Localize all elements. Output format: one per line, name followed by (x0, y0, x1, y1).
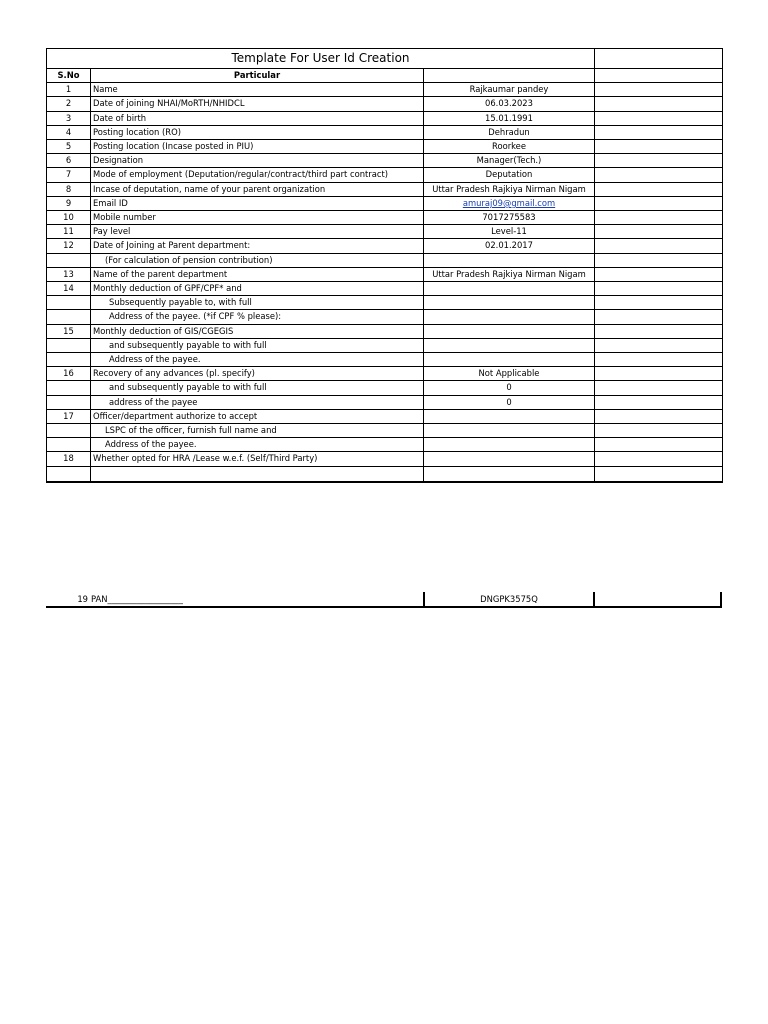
table-row (47, 310, 723, 324)
row-number (47, 381, 91, 395)
row-label: Date of Joining at Parent department: (91, 239, 424, 253)
row-label: Recovery of any advances (pl. specify) (91, 367, 424, 381)
user-id-form (46, 48, 722, 483)
row-label: Address of the payee. (*if CPF % please): (91, 310, 424, 324)
row-value: 15.01.1991 (424, 111, 595, 125)
row-extra-cell (595, 353, 723, 367)
row-extra-cell (595, 154, 723, 168)
row-label: and subsequently payable to with full (91, 338, 424, 352)
row-label: Mode of employment (Deputation/regular/contract/third part contract) (91, 168, 424, 182)
form-title: Template For User Id Creation (47, 49, 595, 69)
table-row (47, 282, 723, 296)
row-label: LSPC of the officer, furnish full name and (91, 424, 424, 438)
row-value (424, 253, 595, 267)
row-label: Designation (91, 154, 424, 168)
title-blank-cell (595, 49, 723, 69)
row-value: 0 (424, 395, 595, 409)
row-label: Date of birth (91, 111, 424, 125)
row-number (47, 353, 91, 367)
row-extra-cell (595, 125, 723, 139)
table-row (47, 196, 723, 210)
row-extra-cell (595, 225, 723, 239)
sno-header: S.No (47, 69, 91, 83)
row-label: Name of the parent department (91, 267, 424, 281)
row-extra-cell (595, 111, 723, 125)
row-extra-cell (595, 324, 723, 338)
pan-number: 19 (77, 594, 88, 604)
row-number (47, 438, 91, 452)
table-row (47, 253, 723, 267)
row-number: 5 (47, 140, 91, 154)
row-number (47, 424, 91, 438)
pan-divider-1 (423, 592, 425, 606)
row-value (424, 438, 595, 452)
pan-value: DNGPK3575Q (480, 594, 538, 604)
row-value: Not Applicable (424, 367, 595, 381)
table-row (47, 367, 723, 381)
row-number: 3 (47, 111, 91, 125)
row-number: 8 (47, 182, 91, 196)
table-row (47, 225, 723, 239)
table-row (47, 452, 723, 466)
particular-header: Particular (91, 69, 424, 83)
row-label: Monthly deduction of GPF/CPF* and (91, 282, 424, 296)
row-value (424, 310, 595, 324)
row-value (424, 424, 595, 438)
pan-divider-3 (720, 592, 722, 606)
row-extra-cell (595, 168, 723, 182)
row-label: Officer/department authorize to accept (91, 409, 424, 423)
row-extra-cell (595, 253, 723, 267)
row-extra-cell (595, 424, 723, 438)
row-label: Whether opted for HRA /Lease w.e.f. (Self/Third Party) (91, 452, 424, 466)
row-extra-cell (595, 381, 723, 395)
row-number: 16 (47, 367, 91, 381)
empty-cell (595, 466, 723, 482)
row-extra-cell (595, 282, 723, 296)
row-label: address of the payee (91, 395, 424, 409)
pan-divider-2 (593, 592, 595, 606)
row-number: 11 (47, 225, 91, 239)
row-extra-cell (595, 83, 723, 97)
row-number: 2 (47, 97, 91, 111)
row-extra-cell (595, 211, 723, 225)
row-extra-cell (595, 296, 723, 310)
row-value: Deputation (424, 168, 595, 182)
row-label: Posting location (RO) (91, 125, 424, 139)
row-value (424, 324, 595, 338)
row-number: 13 (47, 267, 91, 281)
table-row (47, 296, 723, 310)
row-value: 0 (424, 381, 595, 395)
row-value: Rajkaumar pandey (424, 83, 595, 97)
row-number: 15 (47, 324, 91, 338)
row-value: Roorkee (424, 140, 595, 154)
row-number (47, 338, 91, 352)
row-extra-cell (595, 395, 723, 409)
row-value (424, 353, 595, 367)
empty-row (47, 466, 723, 482)
table-row (47, 438, 723, 452)
table-row (47, 409, 723, 423)
table-row (47, 395, 723, 409)
row-value: Uttar Pradesh Rajkiya Nirman Nigam (424, 267, 595, 281)
table-row (47, 324, 723, 338)
table-row (47, 168, 723, 182)
row-value (424, 409, 595, 423)
row-number (47, 310, 91, 324)
row-value: Manager(Tech.) (424, 154, 595, 168)
row-number: 12 (47, 239, 91, 253)
row-value (424, 452, 595, 466)
row-number: 10 (47, 211, 91, 225)
table-row (47, 97, 723, 111)
row-value: Uttar Pradesh Rajkiya Nirman Nigam (424, 182, 595, 196)
row-label: Address of the payee. (91, 353, 424, 367)
row-extra-cell (595, 409, 723, 423)
pan-row (46, 592, 722, 608)
row-label: Incase of deputation, name of your parent organization (91, 182, 424, 196)
row-value: 06.03.2023 (424, 97, 595, 111)
table-row (47, 111, 723, 125)
row-extra-cell (595, 452, 723, 466)
empty-cell (424, 466, 595, 482)
header-row (47, 69, 723, 83)
row-value (424, 196, 595, 210)
row-label: and subsequently payable to with full (91, 381, 424, 395)
row-label: Posting location (Incase posted in PIU) (91, 140, 424, 154)
row-label: Mobile number (91, 211, 424, 225)
row-label: Email ID (91, 196, 424, 210)
empty-cell (91, 466, 424, 482)
row-extra-cell (595, 438, 723, 452)
row-extra-cell (595, 367, 723, 381)
table-row (47, 239, 723, 253)
row-extra-cell (595, 196, 723, 210)
table-row (47, 83, 723, 97)
row-value (424, 338, 595, 352)
row-number: 6 (47, 154, 91, 168)
row-value: 02.01.2017 (424, 239, 595, 253)
row-value (424, 296, 595, 310)
row-number: 1 (47, 83, 91, 97)
row-extra-cell (595, 239, 723, 253)
table-row (47, 182, 723, 196)
table-row (47, 381, 723, 395)
email-link[interactable]: amuraj09@gmail.com (462, 197, 556, 208)
row-extra-cell (595, 338, 723, 352)
row-label: (For calculation of pension contribution) (91, 253, 424, 267)
table-row (47, 154, 723, 168)
table-row (47, 338, 723, 352)
row-number (47, 395, 91, 409)
table-row (47, 267, 723, 281)
row-label: Pay level (91, 225, 424, 239)
row-number: 9 (47, 196, 91, 210)
table-row (47, 424, 723, 438)
row-value: 7017275583 (424, 211, 595, 225)
row-number: 14 (47, 282, 91, 296)
row-label: Subsequently payable to, with full (91, 296, 424, 310)
row-number: 17 (47, 409, 91, 423)
value-header (424, 69, 595, 83)
row-number (47, 296, 91, 310)
extra-header (595, 69, 723, 83)
row-extra-cell (595, 267, 723, 281)
table-row (47, 211, 723, 225)
table-row (47, 125, 723, 139)
row-number: 7 (47, 168, 91, 182)
row-label: Address of the payee. (91, 438, 424, 452)
row-label: Date of joining NHAI/MoRTH/NHIDCL (91, 97, 424, 111)
row-label: Monthly deduction of GIS/CGEGIS (91, 324, 424, 338)
row-extra-cell (595, 140, 723, 154)
pan-label: PAN__________________ (91, 594, 183, 604)
row-number: 4 (47, 125, 91, 139)
row-extra-cell (595, 182, 723, 196)
row-extra-cell (595, 97, 723, 111)
form-table (46, 48, 723, 483)
table-row (47, 353, 723, 367)
row-number (47, 253, 91, 267)
row-value: Dehradun (424, 125, 595, 139)
row-value: Level-11 (424, 225, 595, 239)
title-row (47, 49, 723, 69)
row-label: Name (91, 83, 424, 97)
table-row (47, 140, 723, 154)
row-extra-cell (595, 310, 723, 324)
empty-cell (47, 466, 91, 482)
row-number: 18 (47, 452, 91, 466)
row-value (424, 282, 595, 296)
